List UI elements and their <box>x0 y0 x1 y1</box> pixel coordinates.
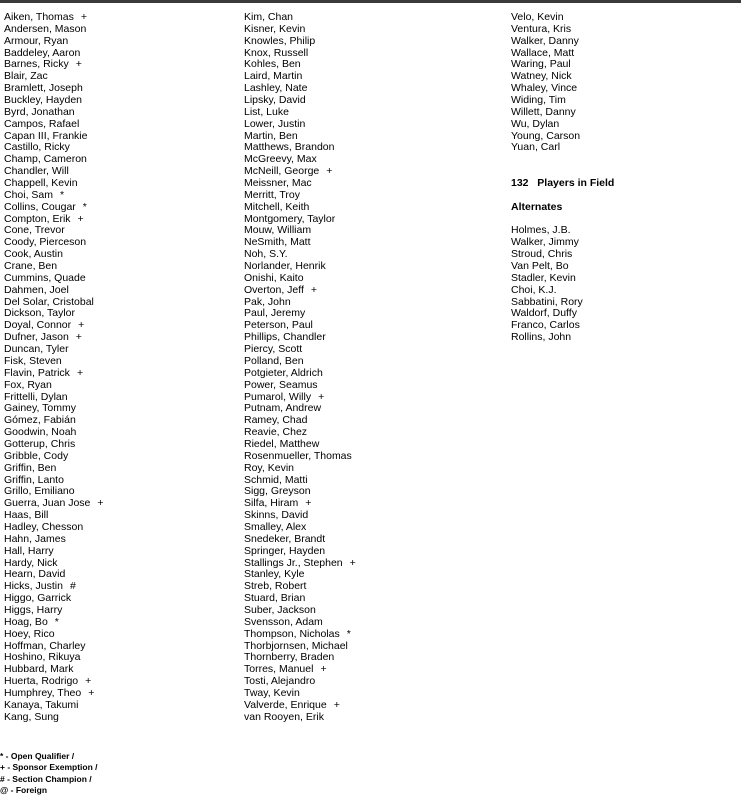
player-name: Noh, S.Y. <box>244 248 288 261</box>
player-name: Castillo, Ricky <box>4 141 70 154</box>
player-name: Blair, Zac <box>4 70 48 83</box>
field-count-heading <box>511 178 736 190</box>
player-name: Roy, Kevin <box>244 461 294 474</box>
player-row <box>4 712 234 724</box>
legend-foreign: @ - Foreign <box>0 784 48 795</box>
player-status-mark: + <box>80 11 87 23</box>
player-name: Sigg, Greyson <box>244 485 311 498</box>
player-name: Del Solar, Cristobal <box>4 295 94 308</box>
alternate-row: Holmes, J.B. <box>511 224 571 237</box>
player-name: Reavie, Chez <box>244 426 308 439</box>
player-name: Silfa, Hiram <box>244 497 299 510</box>
player-name: Hoag, Bo <box>4 615 48 628</box>
player-name: Power, Seamus <box>244 378 318 391</box>
player-name: Kisner, Kevin <box>244 22 306 35</box>
field-count: 132 <box>511 177 529 190</box>
player-name: Stuard, Brian <box>244 592 306 605</box>
player-name: Velo, Kevin <box>511 11 564 23</box>
player-name: Wallace, Matt <box>511 46 575 59</box>
player-status-mark: + <box>75 331 82 344</box>
player-name: Riedel, Matthew <box>244 437 320 450</box>
player-name: van Rooyen, Erik <box>244 710 324 723</box>
player-status-mark: * <box>60 188 65 201</box>
player-name: Choi, Sam <box>4 188 54 201</box>
player-name: Whaley, Vince <box>511 82 578 95</box>
legend-section-champion: # - Section Champion / <box>0 773 92 784</box>
player-name: NeSmith, Matt <box>244 236 311 249</box>
alternate-row: Sabbatini, Rory <box>511 295 583 308</box>
player-name: Byrd, Jonathan <box>4 105 75 118</box>
alternates-heading: Alternates <box>511 200 563 213</box>
player-name: Montgomery, Taylor <box>244 212 336 225</box>
alternate-row: Stadler, Kevin <box>511 271 576 284</box>
player-name: Thornberry, Braden <box>244 651 335 664</box>
player-name: Hardy, Nick <box>4 556 58 569</box>
player-name: Streb, Robert <box>244 580 307 593</box>
player-name: Dufner, Jason <box>4 331 69 344</box>
player-name: Matthews, Brandon <box>244 141 335 154</box>
player-name: Hearn, David <box>4 568 66 581</box>
player-status-mark: + <box>97 497 104 510</box>
players-column-1 <box>4 12 234 724</box>
player-name: Onishi, Kaito <box>244 271 304 284</box>
player-status-mark: * <box>346 627 351 640</box>
player-status-mark: + <box>310 283 318 296</box>
alternate-row: Waldorf, Duffy <box>511 307 577 320</box>
player-name: Widing, Tim <box>511 94 566 107</box>
alternate-row: Van Pelt, Bo <box>511 260 569 273</box>
player-name: Laird, Martin <box>244 70 303 83</box>
player-name: Goodwin, Noah <box>4 426 77 439</box>
player-name: Smalley, Alex <box>244 520 307 533</box>
player-name: Rosenmueller, Thomas <box>244 449 352 462</box>
player-name: Champ, Cameron <box>4 153 87 166</box>
player-name: Pumarol, Willy <box>244 390 312 403</box>
player-name: Aiken, Thomas <box>4 11 74 23</box>
player-name: Schmid, Matti <box>244 473 308 486</box>
player-name: Hahn, James <box>4 532 66 545</box>
players-list-3 <box>511 12 736 154</box>
player-name: Chappell, Kevin <box>4 177 78 190</box>
player-name: Hoffman, Charley <box>4 639 86 652</box>
player-name: Gainey, Tommy <box>4 402 76 415</box>
player-status-mark: + <box>333 698 340 711</box>
player-name: Overton, Jeff <box>244 283 304 296</box>
alternate-row: Rollins, John <box>511 331 572 344</box>
player-name: Cone, Trevor <box>4 224 65 237</box>
player-status-mark: + <box>85 675 92 688</box>
player-name: Kang, Sung <box>4 710 59 723</box>
player-name: Grillo, Emiliano <box>4 485 75 498</box>
player-name: Stallings Jr., Stephen <box>244 556 343 569</box>
player-name: Capan III, Frankie <box>4 129 88 142</box>
player-name: Barnes, Ricky <box>4 58 69 71</box>
alternates-list <box>511 225 736 344</box>
player-name: Frittelli, Dylan <box>4 390 68 403</box>
player-name: Bramlett, Joseph <box>4 82 83 95</box>
player-name: Piercy, Scott <box>244 343 303 356</box>
player-name: Paul, Jeremy <box>244 307 306 320</box>
player-name: Snedeker, Brandt <box>244 532 326 545</box>
player-name: Fisk, Steven <box>4 354 62 367</box>
player-status-mark: + <box>318 390 325 403</box>
legend <box>0 751 98 796</box>
player-name: Collins, Cougar <box>4 200 76 213</box>
players-column-2 <box>244 12 504 724</box>
player-name: Tosti, Alejandro <box>244 675 316 688</box>
player-name: Pak, John <box>244 295 291 308</box>
player-name: Hall, Harry <box>4 544 54 557</box>
player-name: Suber, Jackson <box>244 603 316 616</box>
player-name: Armour, Ryan <box>4 34 69 47</box>
player-name: Hadley, Chesson <box>4 520 84 533</box>
player-status-mark: + <box>305 497 312 510</box>
alternate-row: Stroud, Chris <box>511 248 573 261</box>
player-name: Fox, Ryan <box>4 378 52 391</box>
player-name: Knowles, Philip <box>244 34 316 47</box>
player-status-mark: + <box>349 556 356 569</box>
player-status-mark: + <box>76 366 84 379</box>
legend-open-qualifier: * - Open Qualifier / <box>0 751 75 761</box>
player-name: Lipsky, David <box>244 94 306 107</box>
player-name: Peterson, Paul <box>244 319 313 332</box>
players-column-3 <box>511 12 736 344</box>
player-name: Mitchell, Keith <box>244 200 310 213</box>
player-name: Kanaya, Takumi <box>4 698 79 711</box>
player-status-mark: # <box>69 580 76 593</box>
player-name: Hicks, Justin <box>4 580 63 593</box>
player-name: Gotterup, Chris <box>4 437 76 450</box>
player-name: Dickson, Taylor <box>4 307 75 320</box>
player-name: Merritt, Troy <box>244 188 301 201</box>
player-name: Buckley, Hayden <box>4 94 83 107</box>
player-name: Mouw, William <box>244 224 312 237</box>
player-name: Watney, Nick <box>511 70 572 83</box>
alternate-row: Walker, Jimmy <box>511 236 579 249</box>
player-name: Valverde, Enrique <box>244 698 327 711</box>
player-name: Campos, Rafael <box>4 117 80 130</box>
player-name: Thompson, Nicholas <box>244 627 340 640</box>
player-row <box>511 142 736 154</box>
player-name: Putnam, Andrew <box>244 402 322 415</box>
player-name: Polland, Ben <box>244 354 304 367</box>
player-name: Torres, Manuel <box>244 663 314 676</box>
player-name: Haas, Bill <box>4 509 49 522</box>
player-name: Cook, Austin <box>4 248 63 261</box>
player-name: Kim, Chan <box>244 11 294 23</box>
player-status-mark: + <box>77 212 84 225</box>
player-name: Hoey, Rico <box>4 627 55 640</box>
player-name: Lower, Justin <box>244 117 306 130</box>
player-name: Crane, Ben <box>4 260 58 273</box>
player-name: Huerta, Rodrigo <box>4 675 79 688</box>
player-name: Norlander, Henrik <box>244 260 326 273</box>
player-name: Doyal, Connor <box>4 319 72 332</box>
player-status-mark: * <box>54 615 59 628</box>
alternate-row: Choi, K.J. <box>511 283 557 296</box>
player-status-mark: + <box>88 686 95 699</box>
player-name: Ramey, Chad <box>244 414 308 427</box>
player-name: Waring, Paul <box>511 58 571 71</box>
player-name: Cummins, Quade <box>4 271 86 284</box>
player-name: Svensson, Adam <box>244 615 323 628</box>
player-name: Young, Carson <box>511 129 581 142</box>
player-name: Wu, Dylan <box>511 117 560 130</box>
player-status-mark: * <box>82 200 87 213</box>
player-name: Compton, Erik <box>4 212 71 225</box>
player-name: Flavin, Patrick <box>4 366 70 379</box>
player-name: Stanley, Kyle <box>244 568 305 581</box>
player-name: Martin, Ben <box>244 129 298 142</box>
player-name: Hubbard, Mark <box>4 663 74 676</box>
player-status-mark: + <box>320 663 327 676</box>
player-name: Coody, Pierceson <box>4 236 87 249</box>
player-name: Springer, Hayden <box>244 544 326 557</box>
player-name: Humphrey, Theo <box>4 686 82 699</box>
player-name: Lashley, Nate <box>244 82 308 95</box>
player-name: Willett, Danny <box>511 105 576 118</box>
field-count-label: Players in Field <box>537 177 615 190</box>
player-name: Dahmen, Joel <box>4 283 69 296</box>
top-rule <box>0 0 741 3</box>
player-name: Higgo, Garrick <box>4 592 72 605</box>
player-name: Chandler, Will <box>4 165 69 178</box>
player-name: Duncan, Tyler <box>4 343 69 356</box>
player-name: Higgs, Harry <box>4 603 63 616</box>
player-status-mark: + <box>326 165 333 178</box>
player-row <box>244 712 504 724</box>
player-name: Baddeley, Aaron <box>4 46 81 59</box>
player-name: Ventura, Kris <box>511 22 572 35</box>
alternate-row: Franco, Carlos <box>511 319 580 332</box>
player-name: Gribble, Cody <box>4 449 69 462</box>
player-name: Kohles, Ben <box>244 58 301 71</box>
player-name: McNeill, George <box>244 165 320 178</box>
player-status-mark: + <box>75 58 82 71</box>
player-name: Knox, Russell <box>244 46 309 59</box>
player-name: Walker, Danny <box>511 34 579 47</box>
player-name: Griffin, Ben <box>4 461 57 474</box>
player-name: Thorbjornsen, Michael <box>244 639 348 652</box>
player-name: Andersen, Mason <box>4 22 87 35</box>
legend-sponsor-exemption: + - Sponsor Exemption / <box>0 762 98 773</box>
player-name: Guerra, Juan Jose <box>4 497 91 510</box>
player-name: Tway, Kevin <box>244 686 300 699</box>
player-name: Skinns, David <box>244 509 309 522</box>
player-status-mark: + <box>78 319 85 332</box>
player-name: List, Luke <box>244 105 289 118</box>
player-name: Gómez, Fabián <box>4 414 76 427</box>
player-name: Griffin, Lanto <box>4 473 64 486</box>
player-name: Meissner, Mac <box>244 177 312 190</box>
player-name: Potgieter, Aldrich <box>244 366 323 379</box>
player-name: McGreevy, Max <box>244 153 317 166</box>
player-name: Hoshino, Rikuya <box>4 651 81 664</box>
player-name: Phillips, Chandler <box>244 331 326 344</box>
player-name: Yuan, Carl <box>511 141 561 154</box>
